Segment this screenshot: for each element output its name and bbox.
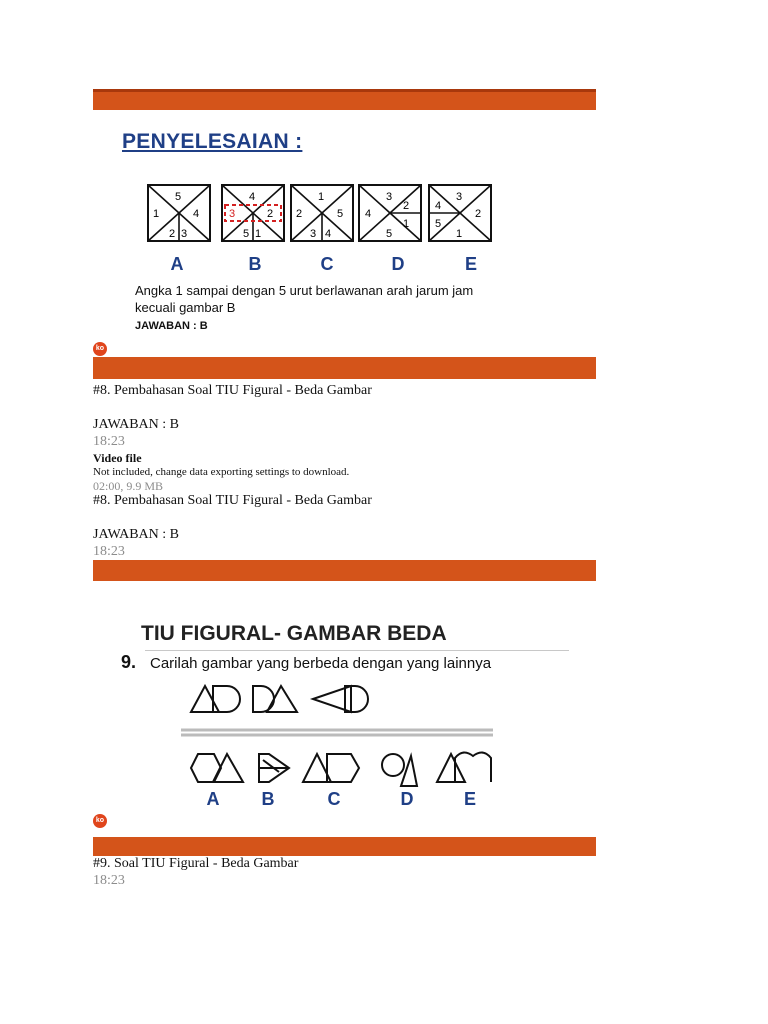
slide-top-bar bbox=[93, 89, 596, 110]
figure-a-n5: 1 bbox=[153, 208, 160, 220]
solution-slide bbox=[93, 89, 596, 379]
question-number: 9. bbox=[121, 652, 137, 672]
figure-b-n5: 3 bbox=[229, 208, 236, 220]
caption-answer-1: JAWABAN : B bbox=[93, 417, 179, 432]
caption-title-1: #8. Pembahasan Soal TIU Figural - Beda Gambar bbox=[93, 383, 372, 398]
figure-d-n1: 3 bbox=[386, 191, 393, 203]
video-note: Not included, change data exporting settings to download. bbox=[93, 466, 350, 478]
slide-title: TIU FIGURAL- GAMBAR BEDA bbox=[141, 622, 447, 645]
label-c: C bbox=[320, 254, 334, 274]
label-b: B bbox=[248, 254, 262, 274]
figure-c-n5: 2 bbox=[296, 208, 303, 220]
figure-a-n1: 5 bbox=[175, 191, 182, 203]
figure-c bbox=[291, 185, 353, 241]
explanation-line-1: Angka 1 sampai dengan 5 urut berlawanan arah jarum jam bbox=[135, 283, 474, 298]
figure-c-n4: 3 bbox=[310, 228, 317, 240]
caption-time-3: 18:23 bbox=[93, 873, 125, 888]
slide-bottom-bar bbox=[93, 837, 596, 856]
figure-b-n1: 4 bbox=[249, 191, 256, 203]
caption-title-3: #9. Soal TIU Figural - Beda Gambar bbox=[93, 856, 299, 871]
figure-e-n5: 4 bbox=[435, 200, 442, 212]
slide-bottom-bar bbox=[93, 357, 596, 379]
figure-c-n1: 1 bbox=[318, 191, 325, 203]
figure-d-n5: 4 bbox=[365, 208, 372, 220]
option-label-e: E bbox=[463, 789, 477, 809]
question-slide bbox=[93, 560, 596, 856]
logo-icon: ko bbox=[93, 814, 107, 828]
option-shapes bbox=[191, 752, 491, 786]
answer-label: JAWABAN : B bbox=[135, 320, 208, 332]
figure-b bbox=[222, 185, 284, 241]
option-label-a: A bbox=[206, 789, 220, 809]
figure-a bbox=[148, 185, 210, 241]
caption-time-1: 18:23 bbox=[93, 434, 125, 449]
figure-e-n1: 3 bbox=[456, 191, 463, 203]
figure-e bbox=[429, 185, 491, 241]
option-label-b: B bbox=[261, 789, 275, 809]
figure-c-n2: 5 bbox=[337, 208, 344, 220]
figure-a-n4: 2 bbox=[169, 228, 176, 240]
figure-d-n2: 2 bbox=[403, 200, 410, 212]
figure-d bbox=[359, 185, 421, 241]
video-label: Video file bbox=[93, 451, 142, 465]
question-text: Carilah gambar yang berbeda dengan yang lainnya bbox=[150, 655, 492, 672]
caption-answer-2: JAWABAN : B bbox=[93, 527, 179, 542]
figure-e-n4: 5 bbox=[435, 218, 442, 230]
explanation-line-2: kecuali gambar B bbox=[135, 300, 236, 315]
question-shapes bbox=[191, 686, 368, 712]
slide-top-bar-edge bbox=[93, 89, 596, 92]
logo-icon: ko bbox=[93, 342, 107, 356]
figure-e-n3: 1 bbox=[456, 228, 463, 240]
slide-title: PENYELESAIAN : bbox=[122, 130, 303, 153]
title-underline bbox=[145, 650, 569, 651]
figure-d-n4: 5 bbox=[386, 228, 393, 240]
figure-d-n3: 1 bbox=[403, 218, 410, 230]
label-d: D bbox=[391, 254, 405, 274]
figure-b-n3: 1 bbox=[255, 228, 262, 240]
figure-c-n3: 4 bbox=[325, 228, 332, 240]
figure-row bbox=[93, 179, 596, 279]
label-e: E bbox=[464, 254, 478, 274]
figure-b-n4: 5 bbox=[243, 228, 250, 240]
figure-b-n2: 2 bbox=[267, 208, 274, 220]
slide-top-bar bbox=[93, 560, 596, 581]
shape-row bbox=[93, 670, 596, 810]
figure-e-n2: 2 bbox=[475, 208, 482, 220]
figure-a-n3: 3 bbox=[181, 228, 188, 240]
caption-title-2: #8. Pembahasan Soal TIU Figural - Beda Gambar bbox=[93, 493, 372, 508]
figure-a-n2: 4 bbox=[193, 208, 200, 220]
video-meta: 02:00, 9.9 MB bbox=[93, 479, 164, 493]
label-a: A bbox=[170, 254, 184, 274]
option-label-d: D bbox=[400, 789, 414, 809]
caption-time-2: 18:23 bbox=[93, 544, 125, 559]
option-label-c: C bbox=[327, 789, 341, 809]
